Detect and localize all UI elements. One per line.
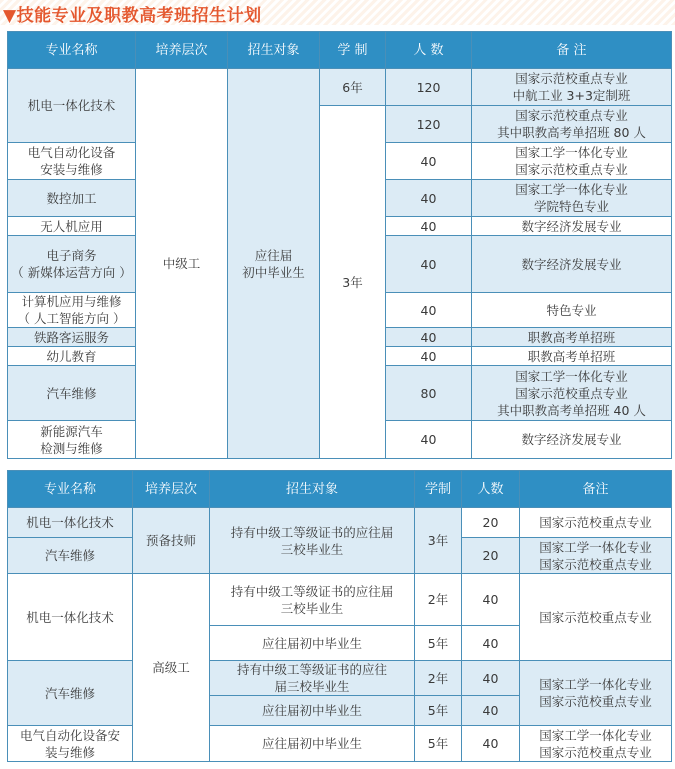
count-cell: 40 [386,217,472,236]
duration-cell: 5年 [415,696,462,726]
level-cell: 高级工 [133,574,210,762]
level-cell: 中级工 [136,69,228,459]
duration-cell: 5年 [415,726,462,762]
note-cell: 职教高考单招班 [472,328,672,347]
note-cell: 国家工学一体化专业 学院特色专业 [472,180,672,217]
target-cell: 应往届 初中毕业生 [228,69,320,459]
header-major: 专业名称 [8,471,133,508]
count-cell: 40 [386,347,472,366]
major-cell: 机电一体化技术 [8,69,136,143]
level-cell: 预备技师 [133,508,210,574]
table-header-row [8,471,672,508]
count-cell: 120 [386,106,472,143]
header-level: 培养层次 [133,471,210,508]
duration-cell: 6年 [320,69,386,106]
table-row [8,661,672,696]
intermediate-plan-table [7,31,672,459]
table-row [8,69,672,106]
duration-cell: 2年 [415,574,462,626]
count-cell: 40 [462,696,520,726]
advanced-plan-table [7,470,672,762]
count-cell: 40 [386,180,472,217]
count-cell: 120 [386,69,472,106]
major-cell: 电气自动化设备安 装与维修 [8,726,133,762]
header-note: 备 注 [472,32,672,69]
header-count: 人数 [462,471,520,508]
major-cell: 汽车维修 [8,366,136,421]
note-cell: 国家工学一体化专业 国家示范校重点专业 [472,143,672,180]
note-cell: 国家示范校重点专业 中航工业 3+3定制班 [472,69,672,106]
count-cell: 40 [386,236,472,293]
header-duration: 学制 [415,471,462,508]
section-banner [0,0,675,25]
count-cell: 40 [386,293,472,328]
note-cell: 数字经济发展专业 [472,217,672,236]
note-cell: 国家示范校重点专业 [520,574,672,661]
header-target: 招生对象 [228,32,320,69]
note-cell: 国家工学一体化专业 国家示范校重点专业 [520,538,672,574]
count-cell: 40 [386,143,472,180]
count-cell: 40 [462,626,520,661]
section-title: ▼技能专业及职教高考班招生计划 [3,6,262,26]
note-cell: 国家工学一体化专业 国家示范校重点专业 [520,661,672,726]
note-cell: 数字经济发展专业 [472,236,672,293]
header-major: 专业名称 [8,32,136,69]
count-cell: 40 [386,328,472,347]
table-header-row [8,32,672,69]
target-cell: 应往届初中毕业生 [210,696,415,726]
major-cell: 新能源汽车 检测与维修 [8,421,136,459]
note-cell: 国家工学一体化专业 国家示范校重点专业 [520,726,672,762]
major-cell: 机电一体化技术 [8,508,133,538]
count-cell: 40 [386,421,472,459]
major-cell: 铁路客运服务 [8,328,136,347]
header-duration: 学 制 [320,32,386,69]
major-cell: 计算机应用与维修 （ 人工智能方向 ） [8,293,136,328]
count-cell: 40 [462,574,520,626]
header-note: 备注 [520,471,672,508]
note-cell: 国家示范校重点专业 其中职教高考单招班 80 人 [472,106,672,143]
note-cell: 国家示范校重点专业 [520,508,672,538]
note-cell: 职教高考单招班 [472,347,672,366]
table-row [8,574,672,626]
count-cell: 40 [462,661,520,696]
target-cell: 持有中级工等级证书的应往 届三校毕业生 [210,661,415,696]
note-cell: 国家工学一体化专业 国家示范校重点专业 其中职教高考单招班 40 人 [472,366,672,421]
note-cell: 特色专业 [472,293,672,328]
note-cell: 数字经济发展专业 [472,421,672,459]
header-target: 招生对象 [210,471,415,508]
count-cell: 80 [386,366,472,421]
target-cell: 持有中级工等级证书的应往届 三校毕业生 [210,508,415,574]
target-cell: 持有中级工等级证书的应往届 三校毕业生 [210,574,415,626]
table-row [8,726,672,762]
duration-cell: 3年 [320,106,386,459]
major-cell: 机电一体化技术 [8,574,133,661]
duration-cell: 5年 [415,626,462,661]
count-cell: 20 [462,538,520,574]
count-cell: 20 [462,508,520,538]
duration-cell: 3年 [415,508,462,574]
major-cell: 电子商务 （ 新媒体运营方向 ） [8,236,136,293]
table-row [8,508,672,538]
major-cell: 无人机应用 [8,217,136,236]
count-cell: 40 [462,726,520,762]
major-cell: 汽车维修 [8,538,133,574]
major-cell: 汽车维修 [8,661,133,726]
target-cell: 应往届初中毕业生 [210,726,415,762]
target-cell: 应往届初中毕业生 [210,626,415,661]
duration-cell: 2年 [415,661,462,696]
header-level: 培养层次 [136,32,228,69]
header-count: 人 数 [386,32,472,69]
major-cell: 幼儿教育 [8,347,136,366]
major-cell: 电气自动化设备 安装与维修 [8,143,136,180]
major-cell: 数控加工 [8,180,136,217]
